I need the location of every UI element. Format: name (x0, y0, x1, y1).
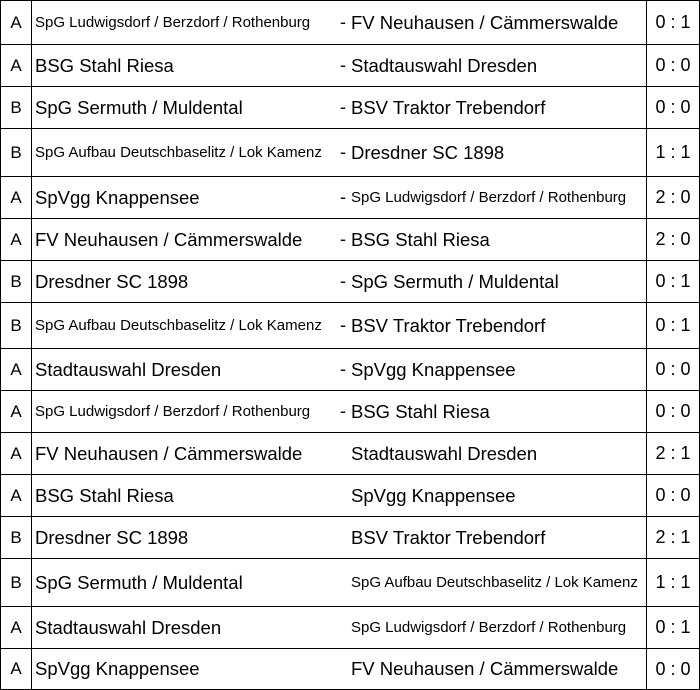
away-team: SpG Sermuth / Muldental (351, 270, 559, 292)
away-team: BSV Traktor Trebendorf (351, 314, 546, 336)
match-row (1, 45, 700, 87)
score-cell: 0 : 1 (647, 303, 700, 349)
group-cell: B (1, 87, 32, 129)
away-team: Stadtauswahl Dresden (351, 54, 538, 76)
home-team: SpG Aufbau Deutschbaselitz / Lok Kamenz (35, 317, 322, 334)
separator-dash: - (340, 55, 346, 75)
match-inner (35, 528, 646, 548)
separator-dash: - (340, 401, 346, 421)
match-inner (35, 359, 646, 380)
match-inner (35, 618, 646, 638)
match-cell (32, 475, 647, 517)
match-cell (32, 87, 647, 129)
home-team: SpG Sermuth / Muldental (35, 96, 243, 118)
group-cell: A (1, 1, 32, 45)
away-team: SpG Ludwigsdorf / Berzdorf / Rothenburg (351, 619, 627, 636)
group-cell: A (1, 475, 32, 517)
score-cell: 0 : 0 (647, 349, 700, 391)
match-cell (32, 303, 647, 349)
match-row (1, 649, 700, 690)
match-cell (32, 219, 647, 261)
match-row (1, 303, 700, 349)
home-team: SpG Ludwigsdorf / Berzdorf / Rothenburg (35, 14, 311, 31)
match-inner (35, 486, 646, 506)
separator-dash: - (340, 97, 346, 117)
home-team: SpG Sermuth / Muldental (35, 571, 243, 593)
match-cell (32, 261, 647, 303)
away-team: BSG Stahl Riesa (351, 228, 490, 250)
away-team: SpG Aufbau Deutschbaselitz / Lok Kamenz (351, 574, 638, 591)
group-cell: B (1, 559, 32, 607)
match-inner (35, 55, 646, 76)
match-cell (32, 349, 647, 391)
match-cell (32, 391, 647, 433)
match-cell (32, 559, 647, 607)
match-row (1, 261, 700, 303)
match-inner (35, 271, 646, 292)
group-cell: A (1, 219, 32, 261)
separator-dash: - (340, 271, 346, 291)
away-team: SpG Ludwigsdorf / Berzdorf / Rothenburg (351, 189, 627, 206)
score-cell: 2 : 0 (647, 177, 700, 219)
home-team: BSG Stahl Riesa (35, 484, 174, 506)
score-cell: 0 : 0 (647, 475, 700, 517)
results-body (1, 1, 700, 690)
home-team: Stadtauswahl Dresden (35, 358, 222, 380)
score-cell: 0 : 0 (647, 87, 700, 129)
match-cell (32, 1, 647, 45)
match-row (1, 349, 700, 391)
match-row (1, 1, 700, 45)
match-inner (35, 12, 646, 33)
match-row (1, 517, 700, 559)
group-cell: B (1, 303, 32, 349)
away-team: Stadtauswahl Dresden (351, 442, 538, 464)
match-cell (32, 129, 647, 177)
match-row (1, 87, 700, 129)
separator-dash: - (340, 315, 346, 335)
separator-dash: - (340, 187, 346, 207)
match-inner (35, 142, 646, 163)
home-team: FV Neuhausen / Cämmerswalde (35, 442, 303, 464)
group-cell: B (1, 261, 32, 303)
match-row (1, 219, 700, 261)
score-cell: 1 : 1 (647, 559, 700, 607)
match-row (1, 607, 700, 649)
match-cell (32, 433, 647, 475)
away-team: BSG Stahl Riesa (351, 400, 490, 422)
home-team: BSG Stahl Riesa (35, 54, 174, 76)
home-team: Stadtauswahl Dresden (35, 616, 222, 638)
group-cell: B (1, 517, 32, 559)
match-row (1, 475, 700, 517)
group-cell: A (1, 391, 32, 433)
match-inner (35, 315, 646, 336)
score-cell: 2 : 1 (647, 517, 700, 559)
score-cell: 2 : 1 (647, 433, 700, 475)
home-team: Dresdner SC 1898 (35, 270, 189, 292)
home-team: SpG Ludwigsdorf / Berzdorf / Rothenburg (35, 403, 311, 420)
score-cell: 0 : 0 (647, 649, 700, 690)
away-team: SpVgg Knappensee (351, 484, 516, 506)
score-cell: 2 : 0 (647, 219, 700, 261)
group-cell: A (1, 649, 32, 690)
score-cell: 0 : 1 (647, 1, 700, 45)
match-cell (32, 649, 647, 690)
away-team: FV Neuhausen / Cämmerswalde (351, 658, 619, 679)
separator-dash: - (340, 229, 346, 249)
home-team: SpVgg Knappensee (35, 186, 200, 208)
match-cell (32, 607, 647, 649)
home-team: SpG Aufbau Deutschbaselitz / Lok Kamenz (35, 144, 322, 161)
group-cell: A (1, 433, 32, 475)
score-cell: 0 : 1 (647, 261, 700, 303)
score-cell: 0 : 1 (647, 607, 700, 649)
group-cell: A (1, 45, 32, 87)
separator-dash: - (340, 359, 346, 379)
match-row (1, 433, 700, 475)
separator-dash: - (340, 12, 346, 32)
away-team: SpVgg Knappensee (351, 358, 516, 380)
score-cell: 0 : 0 (647, 391, 700, 433)
separator-dash: - (340, 142, 346, 162)
match-row (1, 177, 700, 219)
away-team: BSV Traktor Trebendorf (351, 526, 546, 548)
group-cell: A (1, 607, 32, 649)
group-cell: B (1, 129, 32, 177)
away-team: BSV Traktor Trebendorf (351, 96, 546, 118)
group-cell: A (1, 177, 32, 219)
match-inner (35, 97, 646, 118)
group-cell: A (1, 349, 32, 391)
score-cell: 1 : 1 (647, 129, 700, 177)
match-row (1, 391, 700, 433)
match-cell (32, 45, 647, 87)
match-cell (32, 177, 647, 219)
home-team: FV Neuhausen / Cämmerswalde (35, 228, 303, 250)
match-inner (35, 187, 646, 208)
away-team: FV Neuhausen / Cämmerswalde (351, 11, 619, 33)
home-team: SpVgg Knappensee (35, 658, 200, 679)
match-inner (35, 573, 646, 593)
match-row (1, 559, 700, 607)
match-inner (35, 444, 646, 464)
home-team: Dresdner SC 1898 (35, 526, 189, 548)
match-inner (35, 229, 646, 250)
away-team: Dresdner SC 1898 (351, 141, 505, 163)
match-inner (35, 401, 646, 422)
match-row (1, 129, 700, 177)
match-cell (32, 517, 647, 559)
match-inner (35, 659, 646, 679)
score-cell: 0 : 0 (647, 45, 700, 87)
